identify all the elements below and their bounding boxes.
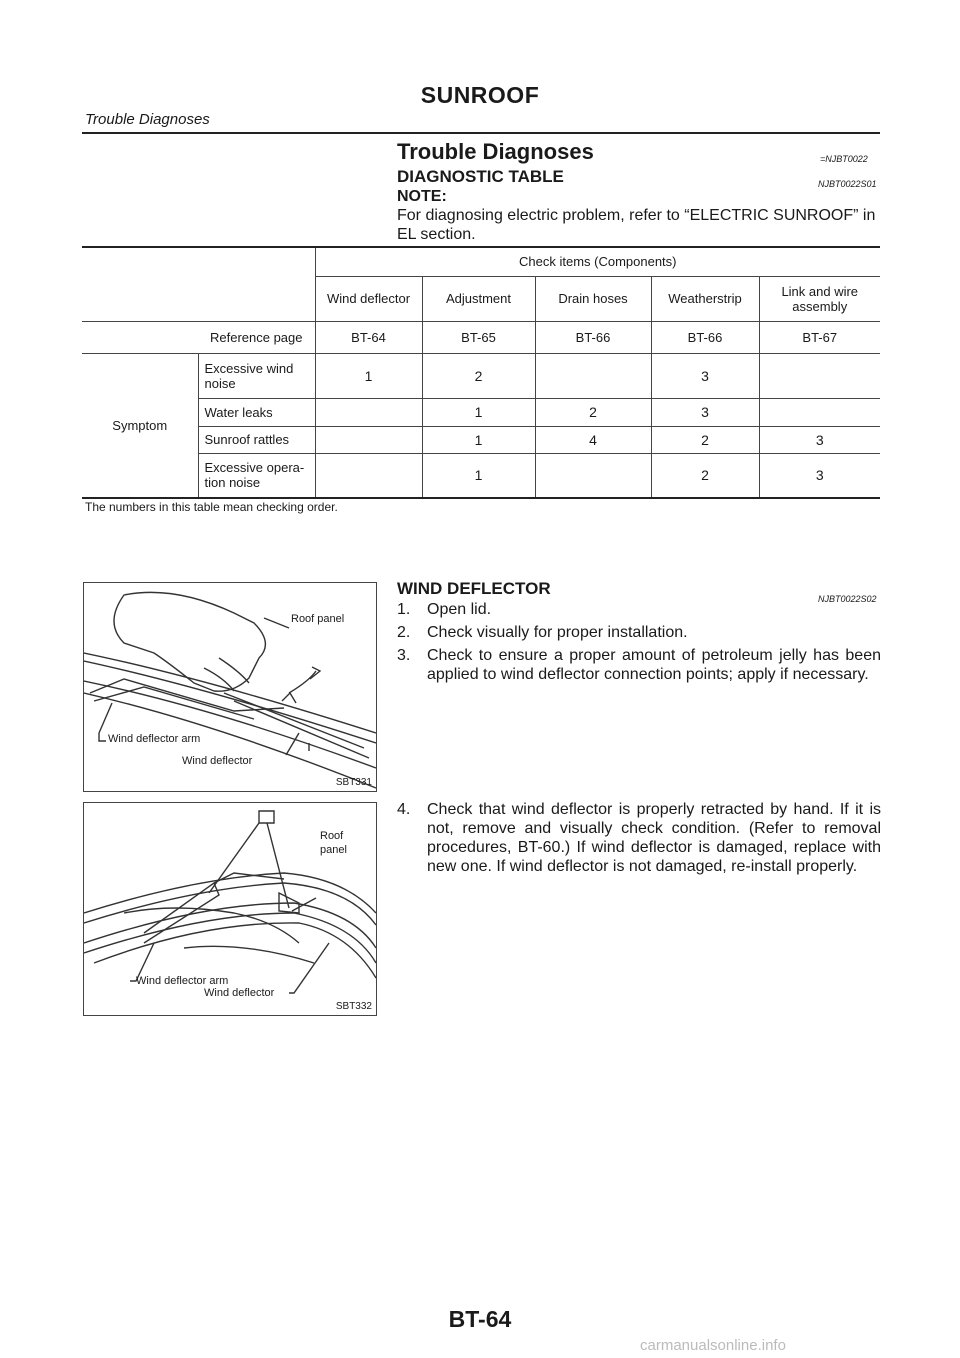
order-cell: 1	[422, 398, 535, 426]
order-cell: 3	[759, 453, 880, 498]
diagnostic-table-heading: DIAGNOSTIC TABLE	[397, 167, 564, 186]
callout-wind-deflector-arm: Wind deflector arm	[108, 733, 201, 745]
order-cell: 2	[535, 398, 651, 426]
figure-code: SBT332	[335, 1001, 372, 1012]
order-cell	[759, 398, 880, 426]
page-title-code: =NJBT0022	[820, 154, 868, 164]
step-number: 2.	[397, 624, 411, 641]
reference-page: BT-64	[315, 321, 422, 353]
table-corner-cell	[82, 247, 315, 321]
wind-deflector-code: NJBT0022S02	[818, 594, 877, 604]
order-cell	[315, 426, 422, 453]
order-cell	[315, 398, 422, 426]
watermark: carmanualsonline.info	[640, 1337, 786, 1354]
column-header: Wind deflector	[315, 276, 422, 321]
order-cell	[759, 353, 880, 398]
callout-wind-deflector: Wind deflector	[182, 755, 253, 767]
step-item	[397, 646, 881, 684]
table-empty-cell	[82, 321, 198, 353]
column-header: Link and wire assembly	[781, 283, 859, 314]
step-item	[397, 623, 881, 642]
order-cell: 3	[651, 398, 759, 426]
order-cell	[535, 453, 651, 498]
diagnostic-table	[82, 246, 880, 499]
step-number: 4.	[397, 801, 411, 818]
order-cell: 2	[422, 353, 535, 398]
note-label: NOTE:	[397, 188, 447, 205]
order-cell: 3	[651, 353, 759, 398]
callout-roof-panel: Roof panel	[320, 830, 347, 856]
callout-roof-panel: Roof panel	[291, 613, 345, 625]
order-cell: 1	[315, 353, 422, 398]
reference-page-label: Reference page	[198, 321, 315, 353]
step-number: 3.	[397, 647, 411, 664]
symptom-name: Excessive opera-tion noise	[198, 453, 315, 498]
step-text: Check that wind deflector is properly retracted by hand. If it is not, remove and visually check condition. (Refer to removal procedures, BT-60.) If wind deflector is damaged, replace with new one. If wind deflector is not damaged, re-install properly.	[427, 801, 881, 875]
wind-deflector-heading: WIND DEFLECTOR	[397, 579, 551, 598]
order-cell: 4	[535, 426, 651, 453]
step-item	[397, 800, 881, 876]
symptom-name: Sunroof rattles	[198, 426, 315, 453]
reference-page: BT-67	[759, 321, 880, 353]
header-rule	[82, 132, 880, 134]
column-header: Drain hoses	[535, 276, 651, 321]
order-cell: 1	[422, 453, 535, 498]
figure-sbt331	[83, 582, 377, 792]
breadcrumb: Trouble Diagnoses	[85, 111, 210, 128]
reference-page: BT-66	[535, 321, 651, 353]
column-header: Weatherstrip	[651, 276, 759, 321]
section-title: SUNROOF	[420, 82, 540, 108]
order-cell: 1	[422, 426, 535, 453]
column-header: Adjustment	[422, 276, 535, 321]
table-footnote: The numbers in this table mean checking order.	[85, 500, 338, 514]
order-cell: 2	[651, 426, 759, 453]
symptom-name: Water leaks	[198, 398, 315, 426]
diagnostic-table-code: NJBT0022S01	[818, 179, 877, 189]
step-number: 1.	[397, 601, 411, 618]
order-cell: 2	[651, 453, 759, 498]
step-item	[397, 600, 881, 619]
step-text: Open lid.	[427, 601, 492, 618]
order-cell	[315, 453, 422, 498]
note-text: For diagnosing electric problem, refer to “ELECTRIC SUNROOF” in EL section.	[397, 207, 876, 243]
order-cell: 3	[759, 426, 880, 453]
step-text: Check visually for proper installation.	[427, 624, 688, 641]
figure-code: SBT331	[335, 777, 372, 788]
figure-sbt332	[83, 802, 377, 1016]
callout-wind-deflector: Wind deflector	[204, 987, 275, 999]
page-title: Trouble Diagnoses	[397, 139, 594, 164]
callout-wind-deflector-arm: Wind deflector arm	[136, 975, 229, 987]
step-text: Check to ensure a proper amount of petroleum jelly has been applied to wind deflector connection points; apply if necessary.	[427, 647, 881, 683]
reference-page: BT-66	[651, 321, 759, 353]
symptom-label: Symptom	[82, 353, 198, 498]
page-number: BT-64	[448, 1306, 512, 1332]
symptom-name: Excessive wind noise	[198, 353, 315, 398]
table-group-header: Check items (Components)	[315, 247, 880, 276]
order-cell	[535, 353, 651, 398]
reference-page: BT-65	[422, 321, 535, 353]
